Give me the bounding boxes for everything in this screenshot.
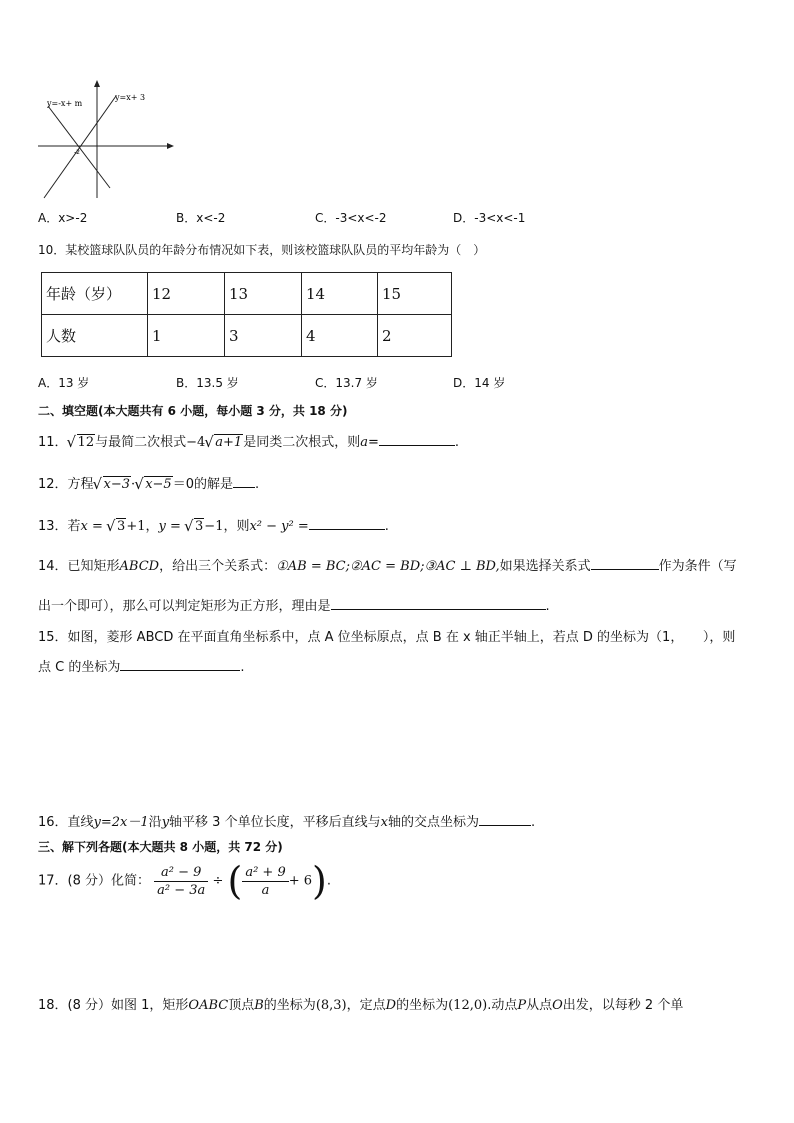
table-cell: 13 — [225, 273, 302, 315]
q11-answer-blank — [379, 431, 455, 446]
q16: 16．直线y=2x－1沿y轴平移 3 个单位长度，平移后直线与x轴的交点坐标为 . — [38, 811, 535, 830]
q12-root1: √ x−3 — [94, 477, 132, 492]
q18: 18．(8 分）如图 1，矩形OABC顶点B的坐标为(8,3)，定点D的坐标为(12,0).动点P从点O出发，以每秒 2 个单 — [38, 998, 684, 1013]
q11-number: 11． — [38, 435, 68, 450]
label-line2: y=x+ 3 — [115, 93, 146, 102]
table-cell: 4 — [302, 315, 378, 357]
table-cell: 14 — [302, 273, 378, 315]
q10-stem: 10．某校篮球队队员的年龄分布情况如下表，则该校篮球队队员的平均年龄为（ ） — [38, 243, 486, 257]
q9-option-d: D．-3<x<-1 — [453, 211, 526, 225]
q10-option-a: A．13 岁 — [38, 376, 90, 390]
q16-answer-blank — [479, 811, 531, 826]
q13: 13．若x = √ 3+1，y = √ 3−1，则x² − y² = . — [38, 515, 389, 534]
q17-fraction-2: $\frac{\text{a² + 9}}{a}$ — [242, 866, 288, 897]
q14-line2: 出一个即可），那么可以判定矩形为正方形，理由是 . — [38, 595, 550, 614]
y-axis-arrow — [94, 80, 100, 87]
table-row — [42, 273, 452, 315]
q15-line1: 15．如图，菱形 ABCD 在平面直角坐标系中，点 A 位坐标原点，点 B 在 x 轴正半轴上，若点 D 的坐标为（1， ），则 — [38, 630, 736, 645]
table-header-age: 年龄（岁） — [42, 273, 148, 315]
q10-option-d: D．14 岁 — [453, 376, 506, 390]
table-cell: 15 — [378, 273, 452, 315]
label-line1: y=-x+ m — [47, 99, 83, 108]
table-header-count: 人数 — [42, 315, 148, 357]
q10-option-c: C．13.7 岁 — [315, 376, 378, 390]
q9-option-b: B．x<-2 — [176, 211, 226, 225]
table-cell: 3 — [225, 315, 302, 357]
q15-line2: 点 C 的坐标为 . — [38, 656, 244, 675]
table-cell: 12 — [148, 273, 225, 315]
q9-graph — [36, 76, 182, 200]
q13-root1: √ 3 — [107, 519, 126, 534]
q13-answer-blank — [309, 515, 385, 530]
table-cell: 2 — [378, 315, 452, 357]
q11: 11．√ 12与最简二次根式−4√ a+1是同类二次根式，则a= . — [38, 431, 459, 450]
line-y-eq-x-plus-3 — [44, 96, 116, 198]
label-x-mark: -2 — [74, 149, 80, 156]
q12: 12．方程√ x−3·√ x−5＝0的解是 . — [38, 473, 259, 492]
section-3-heading: 三、解下列各题(本大题共 8 小题，共 72 分) — [38, 840, 283, 854]
q9-option-a: A．x>-2 — [38, 211, 88, 225]
q11-root2: √ a+1 — [205, 435, 243, 450]
age-table — [41, 272, 452, 357]
q14-answer-blank-1 — [591, 555, 659, 570]
q14-line1: 14．已知矩形ABCD，给出三个关系式：①AB = BC;②AC = BD;③AC ⊥ BD,如果选择关系式 作为条件（写 — [38, 555, 737, 574]
q15-answer-blank — [120, 656, 240, 671]
q17: 17．(8 分）化简： $\frac{\text{a² − 9}}{\text{a² − 3a}}$ ÷ ( $\frac{\text{a² + 9}}{a}$ + 6). — [38, 859, 331, 903]
q9-option-c: C．-3<x<-2 — [315, 211, 387, 225]
q12-root2: √ x−5 — [135, 477, 173, 492]
q12-answer-blank — [233, 473, 255, 488]
x-axis-arrow — [167, 143, 174, 149]
q14-answer-blank-2 — [331, 595, 546, 610]
q13-root2: √ 3 — [185, 519, 204, 534]
table-row — [42, 315, 452, 357]
section-2-heading: 二、填空题(本大题共有 6 小题，每小题 3 分，共 18 分) — [38, 404, 348, 418]
q11-root1: √ 12 — [68, 435, 96, 450]
q10-option-b: B．13.5 岁 — [176, 376, 239, 390]
table-cell: 1 — [148, 315, 225, 357]
q17-fraction-1: $\frac{\text{a² − 9}}{\text{a² − 3a}}$ — [154, 866, 208, 897]
